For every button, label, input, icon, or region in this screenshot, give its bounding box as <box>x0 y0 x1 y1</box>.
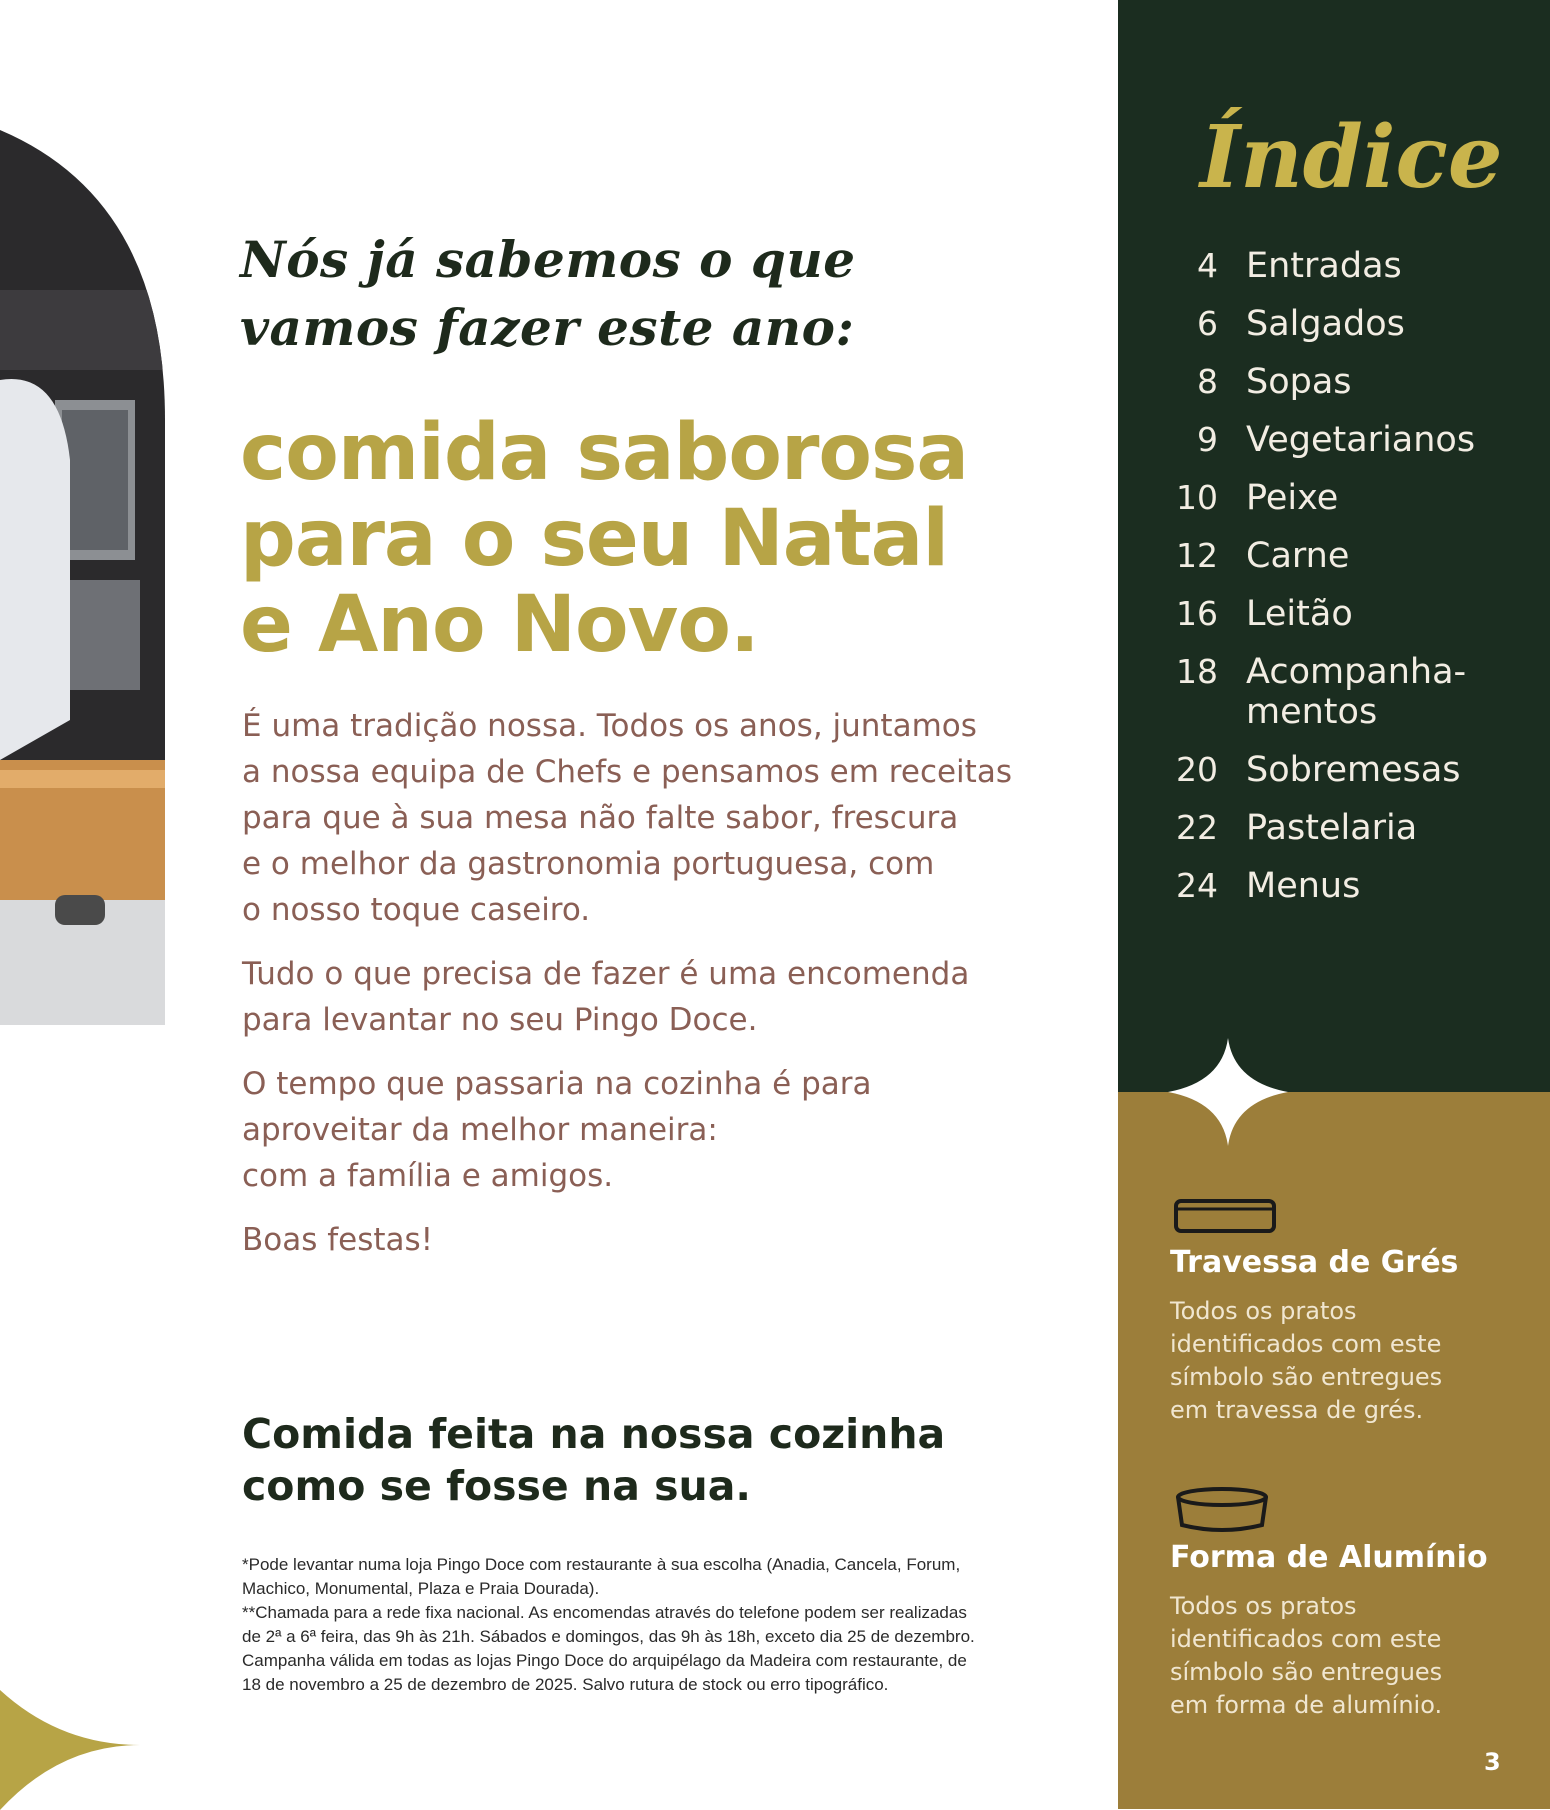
body-line: e o melhor da gastronomia portuguesa, com <box>242 846 935 882</box>
body-line: aproveitar da melhor maneira: <box>242 1112 718 1148</box>
index-page-number: 6 <box>1197 304 1218 343</box>
index-item[interactable] <box>1160 808 1540 848</box>
headline-line-3: e Ano Novo. <box>240 580 759 670</box>
footnotes <box>242 1553 1072 1697</box>
intro-line-2: vamos fazer este ano: <box>240 298 855 357</box>
index-item[interactable] <box>1160 652 1540 732</box>
body-line: para que à sua mesa não falte sabor, frescura <box>242 800 959 836</box>
index-page-number: 8 <box>1197 362 1218 401</box>
main-headline <box>240 410 1020 668</box>
index-label: Pastelaria <box>1246 808 1418 848</box>
body-paragraph-2 <box>242 951 1022 1043</box>
index-page-number: 4 <box>1197 246 1218 285</box>
legend-line: em forma de alumínio. <box>1170 1691 1443 1719</box>
index-label: Entradas <box>1246 246 1402 286</box>
index-page-number: 18 <box>1176 652 1218 691</box>
body-paragraph-4: Boas festas! <box>242 1222 434 1258</box>
decorative-corner-shape <box>0 1650 140 1810</box>
tagline <box>242 1408 1002 1512</box>
body-paragraph-1 <box>242 703 1022 933</box>
index-item[interactable] <box>1160 750 1540 790</box>
body-line: para levantar no seu Pingo Doce. <box>242 1002 758 1038</box>
legend-line: identificados com este <box>1170 1625 1442 1653</box>
legend-line: símbolo são entregues <box>1170 1658 1443 1686</box>
body-line: É uma tradição nossa. Todos os anos, juntamos <box>242 708 977 744</box>
footnote-line: de 2ª a 6ª feira, das 9h às 21h. Sábados e domingos, das 9h às 18h, exceto dia 25 de dezembro. <box>242 1627 975 1646</box>
legend-gres-text <box>1170 1295 1500 1427</box>
index-label: Leitão <box>1246 594 1353 634</box>
index-list <box>1160 246 1540 924</box>
index-page-number: 12 <box>1176 536 1218 575</box>
index-label: Salgados <box>1246 304 1405 344</box>
footnote-line: Machico, Monumental, Plaza e Praia Dourada). <box>242 1579 600 1598</box>
footnote-line: 18 de novembro a 25 de dezembro de 2025. Salvo rutura de stock ou erro tipográfico. <box>242 1675 889 1694</box>
index-page-number: 22 <box>1176 808 1218 847</box>
index-item[interactable] <box>1160 866 1540 906</box>
headline-line-2: para o seu Natal <box>240 494 949 584</box>
index-page-number: 20 <box>1176 750 1218 789</box>
tagline-line-2: como se fosse na sua. <box>242 1462 751 1510</box>
index-label: Sopas <box>1246 362 1352 402</box>
legend-aluminio-title: Forma de Alumínio <box>1170 1540 1488 1575</box>
headline-line-1: comida saborosa <box>240 408 969 498</box>
legend-aluminio-text <box>1170 1590 1500 1722</box>
index-item[interactable] <box>1160 362 1540 402</box>
index-item[interactable] <box>1160 304 1540 344</box>
body-line: O tempo que passaria na cozinha é para <box>242 1066 872 1102</box>
body-text <box>242 703 1022 1281</box>
index-label: Peixe <box>1246 478 1339 518</box>
intro-script-heading <box>240 226 960 362</box>
body-line: Tudo o que precisa de fazer é uma encomenda <box>242 956 970 992</box>
stoneware-dish-icon <box>1170 1195 1280 1237</box>
index-label: Acompanha-mentos <box>1246 652 1467 732</box>
index-label: Sobremesas <box>1246 750 1461 790</box>
index-page-number: 10 <box>1176 478 1218 517</box>
page-number: 3 <box>1484 1748 1501 1776</box>
index-item[interactable] <box>1160 536 1540 576</box>
intro-line-1: Nós já sabemos o que <box>240 230 856 289</box>
body-paragraph-3 <box>242 1061 1022 1199</box>
index-item[interactable] <box>1160 420 1540 460</box>
legend-line: em travessa de grés. <box>1170 1396 1424 1424</box>
index-label: Vegetarianos <box>1246 420 1476 460</box>
legend-line: símbolo são entregues <box>1170 1363 1443 1391</box>
footnote-line: *Pode levantar numa loja Pingo Doce com restaurante à sua escolha (Anadia, Cancela, Forum, <box>242 1555 961 1574</box>
index-item[interactable] <box>1160 594 1540 634</box>
legend-gres-title: Travessa de Grés <box>1170 1245 1459 1280</box>
legend-line: identificados com este <box>1170 1330 1442 1358</box>
body-line: a nossa equipa de Chefs e pensamos em receitas <box>242 754 1012 790</box>
index-label: Carne <box>1246 536 1350 576</box>
body-line: com a família e amigos. <box>242 1158 614 1194</box>
footnote-line: **Chamada para a rede fixa nacional. As encomendas através do telefone podem ser realizadas <box>242 1603 967 1622</box>
index-page-number: 9 <box>1197 420 1218 459</box>
index-page-number: 24 <box>1176 866 1218 905</box>
aluminium-tray-icon <box>1172 1485 1272 1537</box>
index-title: Índice <box>1200 107 1503 208</box>
legend-line: Todos os pratos <box>1170 1592 1357 1620</box>
index-item[interactable] <box>1160 478 1540 518</box>
legend-line: Todos os pratos <box>1170 1297 1357 1325</box>
footnote-line: Campanha válida em todas as lojas Pingo Doce do arquipélago da Madeira com restaurante, de <box>242 1651 967 1670</box>
index-label: Menus <box>1246 866 1361 906</box>
body-line: o nosso toque caseiro. <box>242 892 591 928</box>
chef-kitchen-photo <box>0 0 200 1809</box>
sparkle-star-icon <box>1138 1030 1318 1160</box>
index-item[interactable] <box>1160 246 1540 286</box>
index-page-number: 16 <box>1176 594 1218 633</box>
tagline-line-1: Comida feita na nossa cozinha <box>242 1410 946 1458</box>
